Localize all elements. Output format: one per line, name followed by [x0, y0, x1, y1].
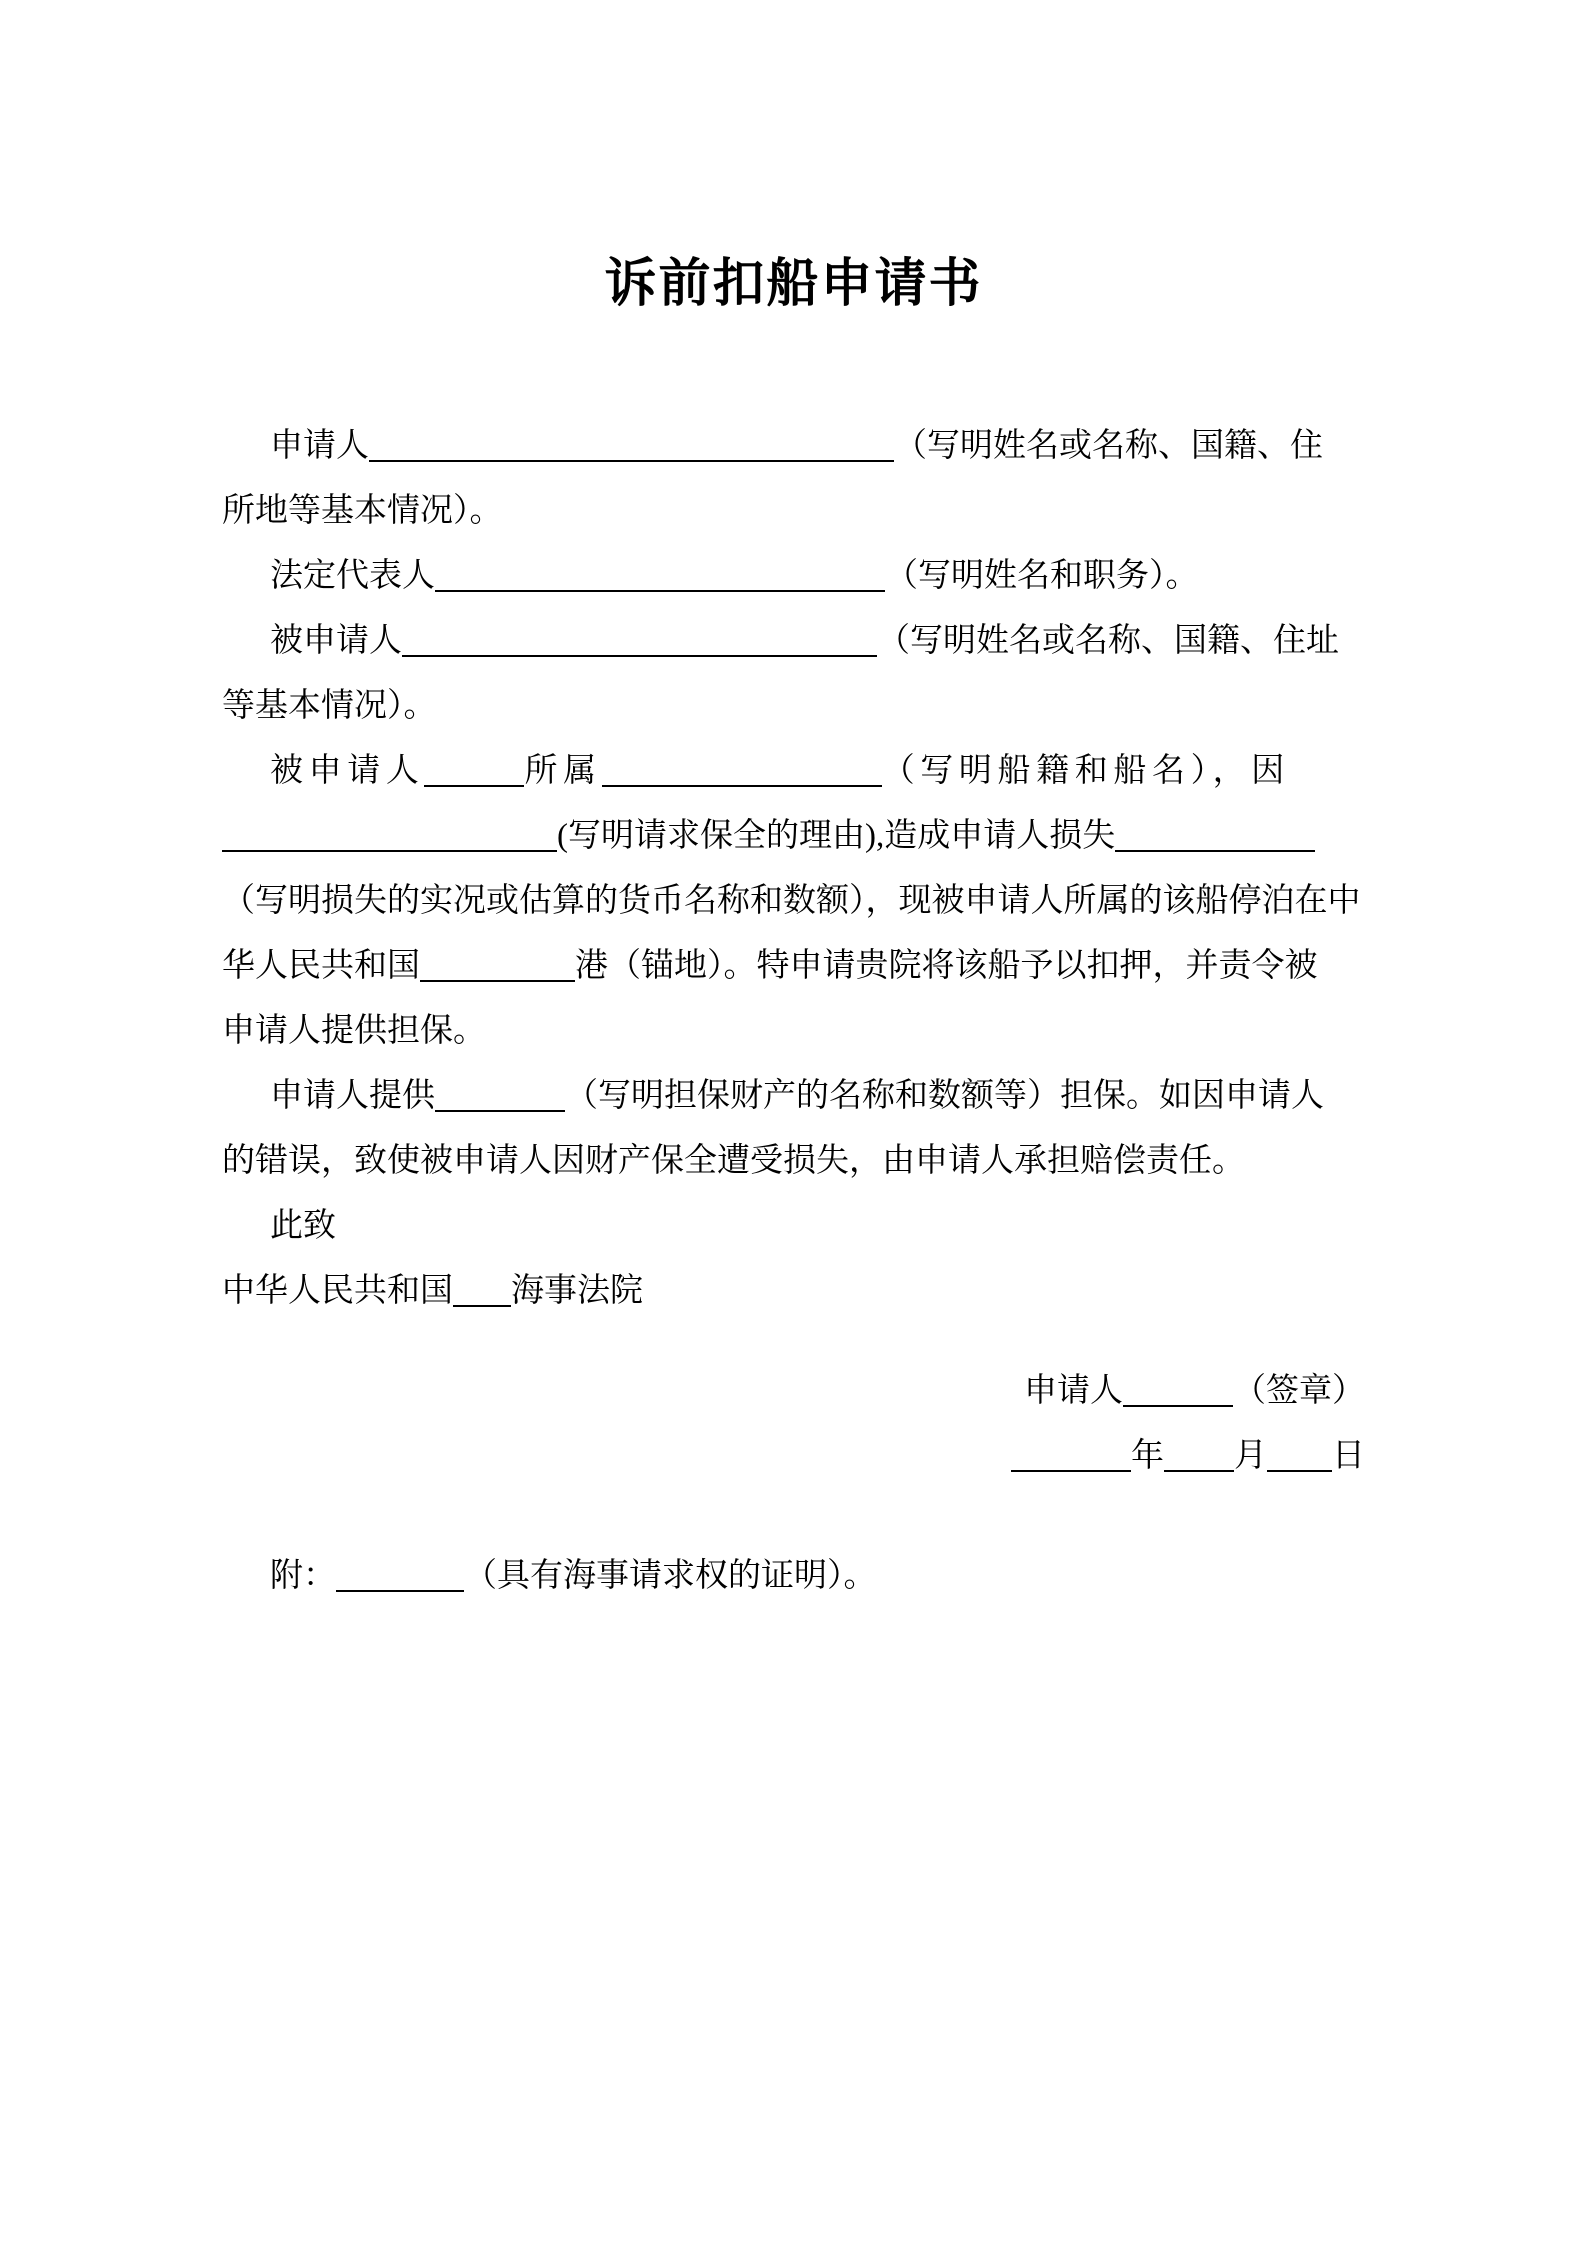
blank-field [453, 1303, 511, 1307]
text-run: 被申请人 [270, 753, 425, 789]
blank-field [1011, 1468, 1131, 1472]
document-line [222, 999, 1387, 1064]
text-run: 年 [1131, 1438, 1164, 1474]
document-line [222, 1129, 1387, 1194]
text-run: (写明请求保全的理由),造成申请人损失 [557, 818, 1116, 854]
blank-field [1267, 1468, 1332, 1472]
document-line [222, 609, 1387, 674]
document-line [222, 869, 1387, 934]
blank-field [1123, 1403, 1233, 1407]
document-line [222, 1194, 1387, 1259]
blank-field [369, 458, 894, 462]
text-run: 此致 [270, 1208, 336, 1244]
text-run: 中华人民共和国 [222, 1273, 453, 1309]
text-run: 申请人 [270, 428, 369, 464]
blank-field [1115, 848, 1315, 852]
text-run: （写明担保财产的名称和数额等）担保。如因申请人 [565, 1078, 1324, 1114]
document-line [222, 1544, 1387, 1609]
document-line [222, 739, 1387, 804]
text-run: （写明姓名和职务）。 [885, 558, 1199, 594]
document-line [222, 674, 1387, 739]
document-line [222, 1259, 1387, 1324]
text-run: 海事法院 [511, 1273, 643, 1309]
document-body [0, 414, 1587, 1609]
text-run: 所地等基本情况）。 [222, 493, 503, 529]
blank-field [424, 783, 524, 787]
document-line [222, 414, 1387, 479]
blank-field [222, 848, 557, 852]
document-line [222, 1064, 1387, 1129]
document-title: 诉前扣船申请书 [604, 256, 983, 313]
text-run: 申请人提供 [270, 1078, 435, 1114]
text-run: 附： [270, 1558, 336, 1594]
text-run: 被申请人 [270, 623, 402, 659]
blank-field [435, 588, 885, 592]
text-run: 申请人提供担保。 [222, 1013, 486, 1049]
text-run: 日 [1332, 1438, 1365, 1474]
blank-field [420, 978, 575, 982]
blank-field [336, 1588, 464, 1592]
text-run: 等基本情况）。 [222, 688, 437, 724]
blank-field [435, 1108, 565, 1112]
blank-field [402, 653, 877, 657]
document-line [222, 804, 1387, 869]
text-run: 法定代表人 [270, 558, 435, 594]
document-line [222, 544, 1387, 609]
document-line [222, 479, 1387, 544]
text-run: （签章） [1233, 1373, 1365, 1409]
document-line [222, 934, 1387, 999]
text-run: 申请人 [1024, 1373, 1123, 1409]
text-run: （写明姓名或名称、国籍、住 [894, 428, 1323, 464]
text-run: 所属 [524, 753, 602, 789]
document-line [222, 1424, 1387, 1489]
text-run: （写明损失的实况或估算的货币名称和数额），现被申请人所属的该船停泊在中 [222, 883, 1361, 919]
document-line [222, 1359, 1387, 1424]
blank-field [602, 783, 882, 787]
text-run: 港（锚地）。特申请贵院将该船予以扣押，并责令被 [575, 948, 1318, 984]
text-run: （具有海事请求权的证明）。 [464, 1558, 877, 1594]
text-run: （写明船籍和船名），因 [881, 753, 1290, 789]
text-run: 月 [1234, 1438, 1267, 1474]
text-run: 的错误，致使被申请人因财产保全遭受损失，由申请人承担赔偿责任。 [222, 1143, 1245, 1179]
text-run: （写明姓名或名称、国籍、住址 [877, 623, 1339, 659]
blank-field [1164, 1468, 1234, 1472]
text-run: 华人民共和国 [222, 948, 420, 984]
